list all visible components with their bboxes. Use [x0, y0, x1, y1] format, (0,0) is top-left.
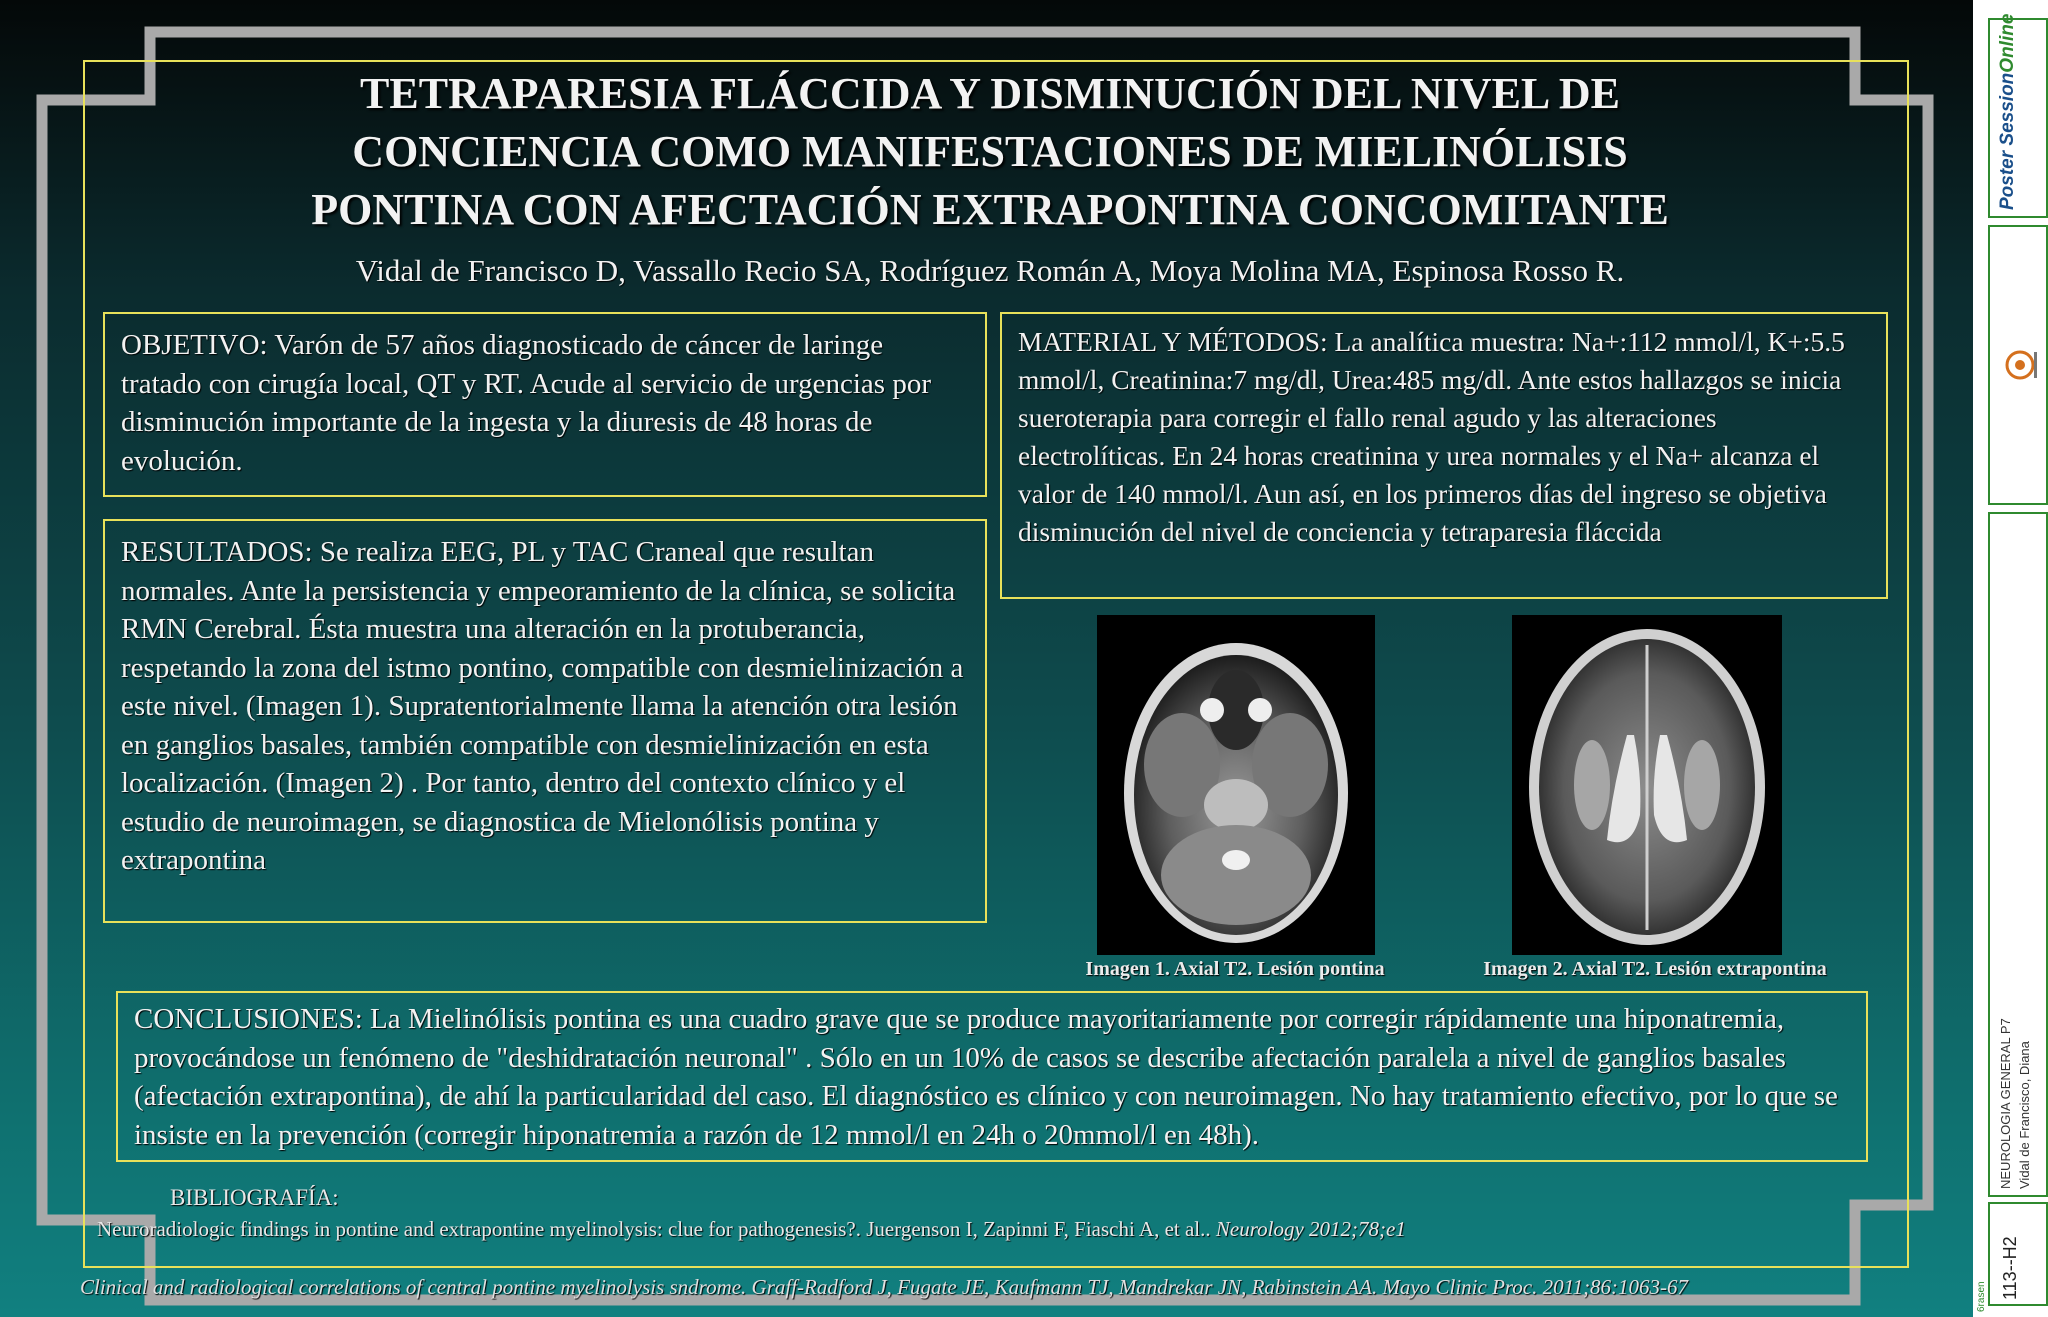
caption-image-1: Imagen 1. Axial T2. Lesión pontina [1085, 958, 1385, 980]
society-logo-box [1988, 225, 2048, 505]
reference-2: Clinical and radiological correlations of central pontine myelinolysis sndrome. Graff-Radford J, Fugate JE, Kaufmann TJ, Mandrekar JN, Rabinstein AA. Mayo Clinic Proc. 2011;86:1063-67 [80, 1275, 1689, 1299]
material-text: MATERIAL Y MÉTODOS: La analítica muestra: Na+:112 mmol/l, K+:5.5 mmol/l, Creatinina:7 mg/dl, Urea:485 mg/dl. Ante estos hallazgos se inicia sueroterapia para corregir el fallo renal agudo y las alteraciones electrolíticas. En 24 horas creatinina y urea normales y el Na+ alcanza el valor de 140 mmol/l. Aun así, en los primeros días del ingreso se objetiva disminución del nivel de conciencia y tetraparesia fláccida [1018, 326, 1845, 547]
conclusiones-box [116, 991, 1868, 1162]
brain-axial-pontine-illustration [1097, 615, 1375, 955]
brand-word-poster: Poster [1997, 150, 2018, 210]
mri-image-extrapontine [1512, 615, 1782, 955]
poster-title [150, 65, 1830, 239]
brand-word-online: Online [1997, 13, 2018, 73]
society-logo-icon [1990, 227, 2046, 503]
code-box [1988, 1202, 2048, 1306]
title-line-3: PONTINA CON AFECTACIÓN EXTRAPONTINA CONCOMITANTE [311, 185, 1669, 234]
poster-code: 113--H2 [2000, 1236, 2020, 1300]
brand-box [1988, 13, 2048, 218]
resultados-box [103, 519, 987, 923]
brand-logo [1997, 13, 2018, 210]
objetivo-text: OBJETIVO: Varón de 57 años diagnosticado de cáncer de laringe tratado con cirugía local, QT y RT. Acude al servicio de urgencias por disminución importante de la ingesta y la diuresis de 48 horas de evolución. [121, 329, 931, 477]
resultados-text: RESULTADOS: Se realiza EEG, PL y TAC Craneal que resultan normales. Ante la persistencia y empeoramiento de la clínica, se solicita RMN Cerebral. Ésta muestra una alteración en la protuberancia, respetando la zona del istmo pontino, compatible con desmielinización a este nivel. (Imagen 1). Supratentorialmente llama la atención otra lesión en ganglios basales, también compatible con desmielinización en esta localización. (Imagen 2) . Por tanto, dentro del contexto clínico y el estudio de neuroimagen, se diagnostica de Mielonólisis pontina y extrapontina [121, 536, 964, 876]
reference-1 [97, 1217, 1406, 1242]
reference-1-text: Neuroradiologic findings in pontine and extrapontine myelinolysis: clue for pathogenesis?. Juergenson I, Zapinni F, Fiaschi A, et al.. [97, 1217, 1216, 1241]
small-mark: 6rasen [1976, 1281, 1987, 1312]
bibliography-heading: BIBLIOGRAFÍA: [170, 1185, 339, 1210]
authors: Vidal de Francisco D, Vassallo Recio SA, Rodríguez Román A, Moya Molina MA, Espinosa Rosso R. [355, 253, 1625, 288]
brain-axial-basal-ganglia-illustration [1512, 615, 1782, 955]
title-line-1: TETRAPARESIA FLÁCCIDA Y DISMINUCIÓN DEL NIVEL DE [360, 69, 1620, 118]
side-strip [1973, 0, 2048, 1317]
conclusiones-text: CONCLUSIONES: La Mielinólisis pontina es una cuadro grave que se produce mayoritariamente por corregir rápidamente una hiponatremia, provocándose un fenómeno de "deshidratación neuronal" . Sólo en un 10% de casos se describe afectación paralela a nivel de ganglios basales (afectación extrapontina), de ahí la particularidad del caso. El diagnóstico es clínico y con neuroimagen. No hay tratamiento efectivo, por lo que se insiste en la prevención (corregir hiponatremia a razón de 12 mmol/l en 24h o 20mmol/l en 48h). [134, 1003, 1838, 1151]
objetivo-box [103, 312, 987, 497]
reference-1-journal: Neurology 2012;78;e1 [1215, 1217, 1406, 1241]
material-box [1000, 312, 1888, 599]
title-line-2: CONCIENCIA COMO MANIFESTACIONES DE MIELINÓLISIS [352, 127, 1628, 176]
brand-word-session: Session [1997, 72, 2018, 146]
mri-image-pontine [1097, 615, 1375, 955]
author-label: Vidal de Francisco, Diana [2017, 1041, 2032, 1189]
caption-image-2: Imagen 2. Axial T2. Lesión extrapontina [1483, 958, 1827, 980]
session-info-box [1988, 512, 2048, 1197]
session-label: NEUROLOGIA GENERAL P7 [1998, 1018, 2013, 1189]
